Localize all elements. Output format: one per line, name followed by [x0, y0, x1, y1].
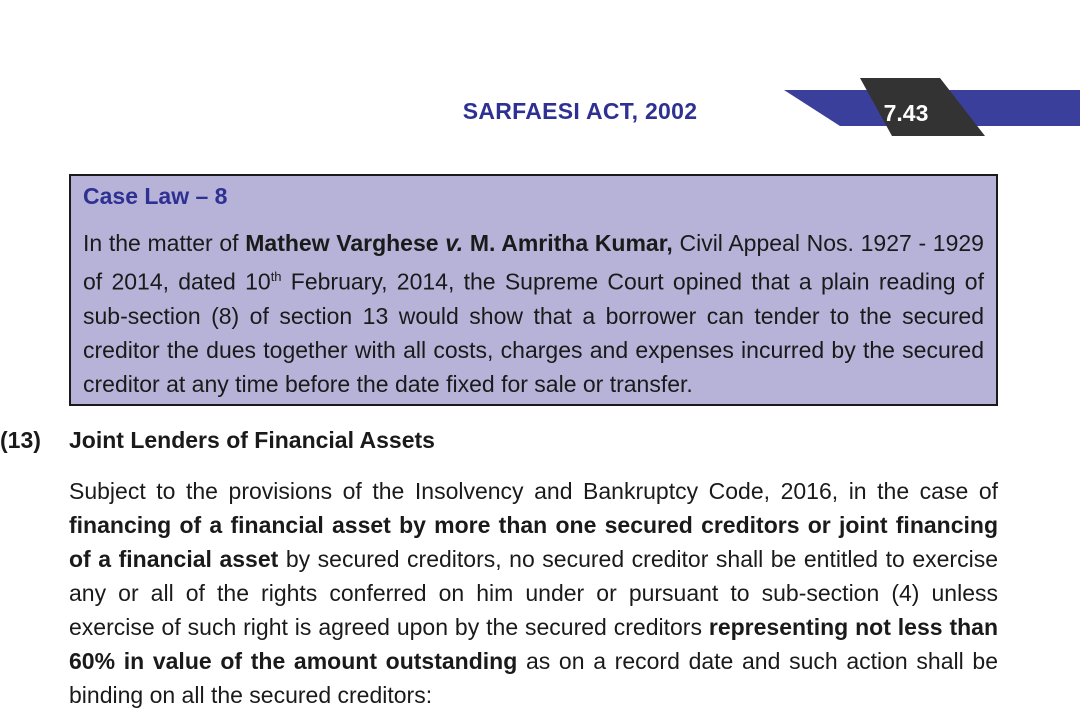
bold-phrase-threshold: representing not less than 60% in value of the amount outstanding [69, 614, 998, 674]
case-law-text: In the matter of Mathew Varghese v. M. Amritha Kumar, Civil Appeal Nos. 1927 - 1929 of 2014, dated 10th February, 2014, the Supreme Court opined that a plain reading of sub-section (8) of section 13 would show that a borrower can tender to the secured creditor the dues together with all costs, charges and expenses incurred by the secured creditor at any time before the date fixed for sale or transfer. [83, 230, 984, 397]
section-number: (13) [0, 427, 41, 453]
section-heading: Joint Lenders of Financial Assets [69, 427, 435, 453]
section-paragraph: Subject to the provisions of the Insolvency and Bankruptcy Code, 2016, in the case of financing of a financial asset by more than one secured creditors or joint financing of a financial asset by secured creditors, no secured creditor shall be entitled to exercise any or all of the rights conferred on him under or pursuant to sub-section (4) unless exercise of such right is agreed upon by the secured creditors representing not less than 60% in value of the amount outstanding as on a record date and such action shall be binding on all the secured creditors: [69, 478, 998, 708]
running-title: SARFAESI ACT, 2002 [462, 98, 698, 124]
case-law-box [69, 174, 998, 406]
case-law-title: Case Law – 8 [83, 183, 228, 209]
case-name: Mathew Varghese [245, 230, 446, 256]
bold-phrase-financing: financing of a financial asset by more than one secured creditors or joint financing of a financial asset [69, 512, 998, 572]
page-number: 7.43 [883, 100, 929, 126]
